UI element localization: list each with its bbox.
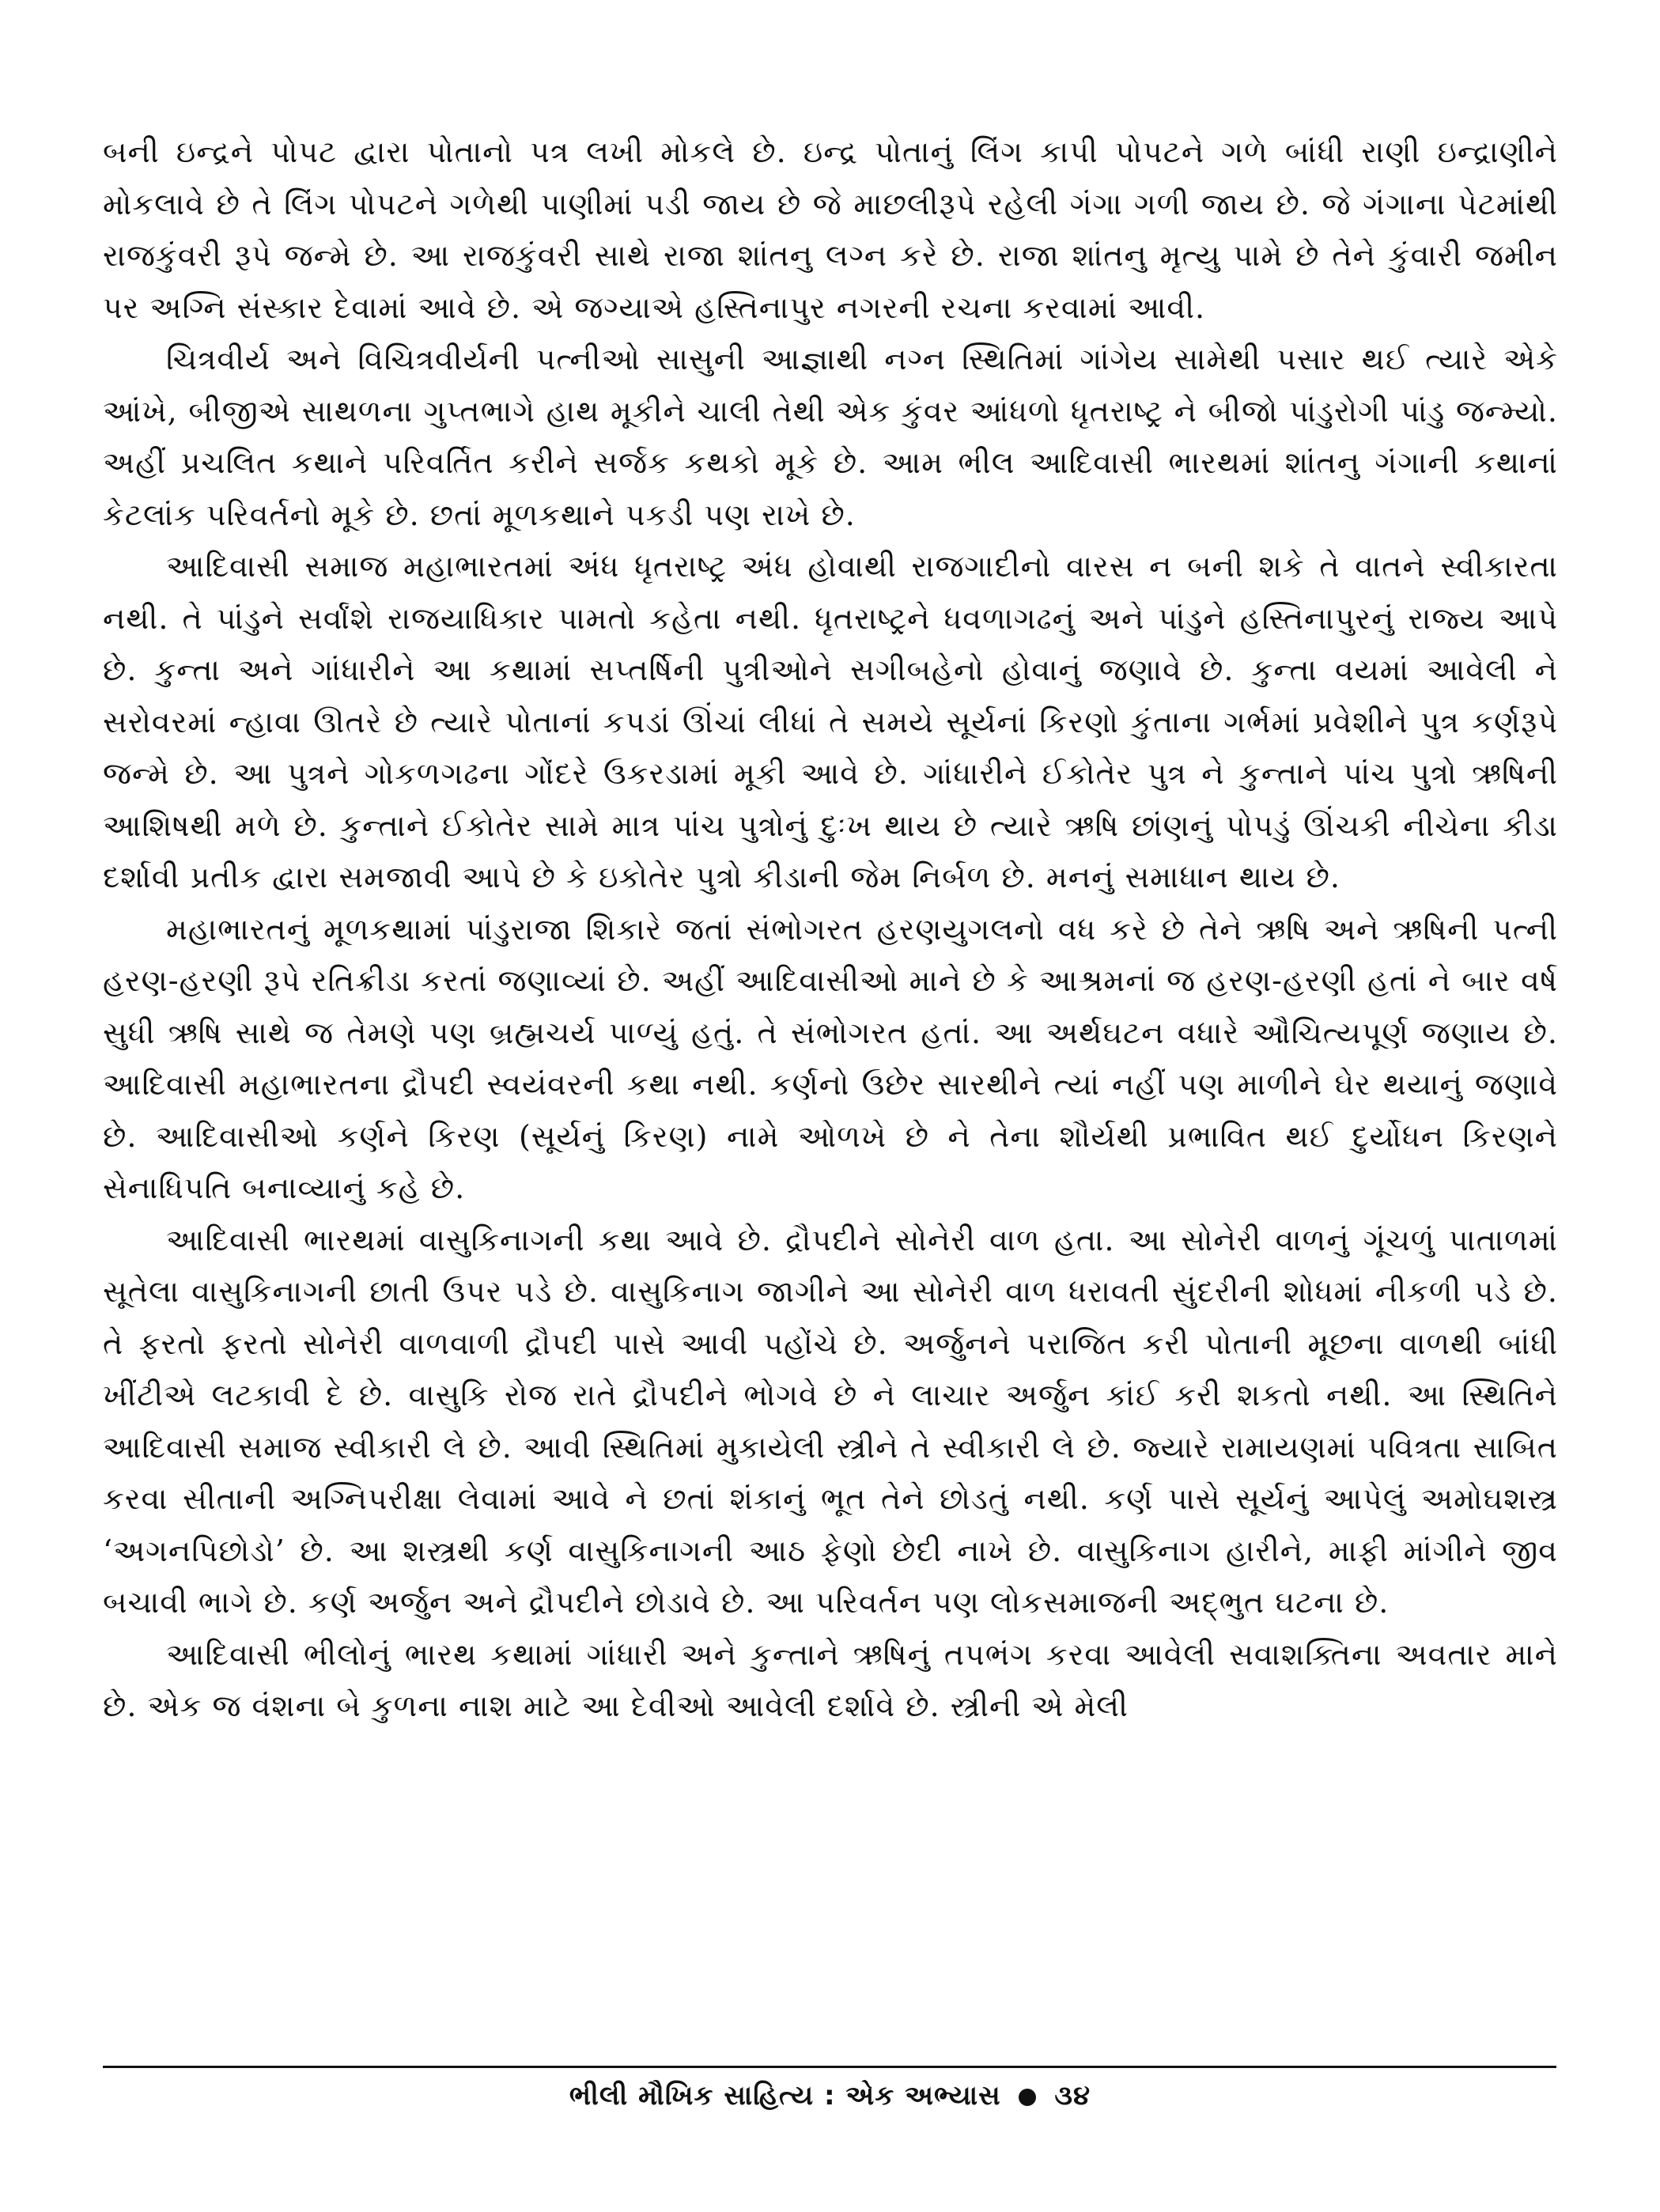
footer-book-title: ભીલી મૌખિક સાહિત્ય : એક અભ્યાસ: [569, 2080, 1001, 2112]
footer-divider: [103, 2066, 1556, 2068]
page-body: [103, 127, 1558, 1733]
footer-page-number: ૩૪: [1054, 2080, 1091, 2112]
paragraph-6: આદિવાસી ભીલોનું ભારથ કથામાં ગાંધારી અને કુન્તાને ઋષિનું તપભંગ કરવા આવેલી સવાશક્તિના અવતાર માને છે. એક જ વંશના બે કુળના નાશ માટે આ દેવીઓ આવેલી દર્શાવે છે. સ્ત્રીની એ મેલી: [103, 1636, 1558, 1723]
page-footer: [0, 2080, 1660, 2112]
bullet-icon: [1019, 2089, 1036, 2106]
paragraph-2: ચિત્રવીર્ય અને વિચિત્રવીર્યની પત્નીઓ સાસુની આજ્ઞાથી નગ્ન સ્થિતિમાં ગાંગેય સામેથી પસાર થઈ ત્યારે એકે આંખે, બીજીએ સાથળના ગુપ્તભાગે હાથ મૂકીને ચાલી તેથી એક કુંવર આંધળો ધૃતરાષ્ટ્ર ને બીજો પાંડુરોગી પાંડુ જન્મ્યો. અહીં પ્રચલિત કથાને પરિવર્તિત કરીને સર્જક કથકો મૂકે છે. આમ ભીલ આદિવાસી ભારથમાં શાંતનુ ગંગાની કથાનાં કેટલાંક પરિવર્તનો મૂકે છે. છતાં મૂળકથાને પકડી પણ રાખે છે.: [103, 342, 1558, 532]
paragraph-5: આદિવાસી ભારથમાં વાસુકિનાગની કથા આવે છે. દ્રૌપદીને સોનેરી વાળ હતા. આ સોનેરી વાળનું ગૂંચળું પાતાળમાં સૂતેલા વાસુકિનાગની છાતી ઉપર પડે છે. વાસુકિનાગ જાગીને આ સોનેરી વાળ ધરાવતી સુંદરીની શોધમાં નીકળી પડે છે. તે ફરતો ફરતો સોનેરી વાળવાળી દ્રૌપદી પાસે આવી પહોંચે છે. અર્જુનને પરાજિત કરી પોતાની મૂછના વાળથી બાંધી ખીંટીએ લટકાવી દે છે. વાસુકિ રોજ રાતે દ્રૌપદીને ભોગવે છે ને લાચાર અર્જુન કાંઈ કરી શકતો નથી. આ સ્થિતિને આદિવાસી સમાજ સ્વીકારી લે છે. આવી સ્થિતિમાં મુકાયેલી સ્ત્રીને તે સ્વીકારી લે છે. જ્યારે રામાયણમાં પવિત્રતા સાબિત કરવા સીતાની અગ્નિપરીક્ષા લેવામાં આવે ને છતાં શંકાનું ભૂત તેને છોડતું નથી. કર્ણ પાસે સૂર્યનું આપેલું અમોઘશસ્ત્ર ‘અગનપિછોડો’ છે. આ શસ્ત્રથી કર્ણ વાસુકિનાગની આઠ ફેણો છેદી નાખે છે. વાસુકિનાગ હારીને, માફી માંગીને જીવ બચાવી ભાગે છે. કર્ણ અર્જુન અને દ્રૌપદીને છોડાવે છે. આ પરિવર્તન પણ લોકસમાજની અદ્ભુત ઘટના છે.: [103, 1222, 1558, 1620]
paragraph-4: મહાભારતનું મૂળકથામાં પાંડુરાજા શિકારે જતાં સંભોગરત હરણયુગલનો વધ કરે છે તેને ઋષિ અને ઋષિની પત્ની હરણ-હરણી રૂપે રતિક્રીડા કરતાં જણાવ્યાં છે. અહીં આદિવાસીઓ માને છે કે આશ્રમનાં જ હરણ-હરણી હતાં ને બાર વર્ષ સુધી ઋષિ સાથે જ તેમણે પણ બ્રહ્મચર્ય પાળ્યું હતું. તે સંભોગરત હતાં. આ અર્થઘટન વધારે ઔચિત્યપૂર્ણ જણાય છે. આદિવાસી મહાભારતના દ્રૌપદી સ્વયંવરની કથા નથી. કર્ણનો ઉછેર સારથીને ત્યાં નહીં પણ માળીને ઘેર થયાનું જણાવે છે. આદિવાસીઓ કર્ણને કિરણ (સૂર્યનું કિરણ) નામે ઓળખે છે ને તેના શૌર્યથી પ્રભાવિત થઈ દુર્યોધન કિરણને સેનાધિપતિ બનાવ્યાનું કહે છે.: [103, 911, 1558, 1205]
paragraph-1: બની ઇન્દ્રને પોપટ દ્વારા પોતાનો પત્ર લખી મોકલે છે. ઇન્દ્ર પોતાનું લિંગ કાપી પોપટને ગળે બાંધી રાણી ઇન્દ્રાણીને મોકલાવે છે તે લિંગ પોપટને ગળેથી પાણીમાં પડી જાય છે જે માછલીરૂપે રહેલી ગંગા ગળી જાય છે. જે ગંગાના પેટમાંથી રાજકુંવરી રૂપે જન્મે છે. આ રાજકુંવરી સાથે રાજા શાંતનુ લગ્ન કરે છે. રાજા શાંતનુ મૃત્યુ પામે છે તેને કુંવારી જમીન પર અગ્નિ સંસ્કાર દેવામાં આવે છે. એ જગ્યાએ હસ્તિનાપુર નગરની રચના કરવામાં આવી.: [103, 134, 1558, 325]
paragraph-3: આદિવાસી સમાજ મહાભારતમાં અંધ ધૃતરાષ્ટ્ર અંધ હોવાથી રાજગાદીનો વારસ ન બની શકે તે વાતને સ્વીકારતા નથી. તે પાંડુને સર્વાંશે રાજયાધિકાર પામતો કહેતા નથી. ધૃતરાષ્ટ્રને ધવળાગઢનું અને પાંડુને હસ્તિનાપુરનું રાજ્ય આપે છે. કુન્તા અને ગાંધારીને આ કથામાં સપ્તર્ષિની પુત્રીઓને સગીબહેનો હોવાનું જણાવે છે. કુન્તા વયમાં આવેલી ને સરોવરમાં ન્હાવા ઊતરે છે ત્યારે પોતાનાં કપડાં ઊંચાં લીધાં તે સમયે સૂર્યનાં કિરણો કુંતાના ગર્ભમાં પ્રવેશીને પુત્ર કર્ણરૂપે જન્મે છે. આ પુત્રને ગોકળગઢના ગોંદરે ઉકરડામાં મૂકી આવે છે. ગાંધારીને ઈકોતેર પુત્ર ને કુન્તાને પાંચ પુત્રો ઋષિની આશિષથી મળે છે. કુન્તાને ઈકોતેર સામે માત્ર પાંચ પુત્રોનું દુઃખ થાય છે ત્યારે ઋષિ છાંણનું પોપડું ઊંચકી નીચેના કીડા દર્શાવી પ્રતીક દ્વારા સમજાવી આપે છે કે ઇકોતેર પુત્રો કીડાની જેમ નિર્બળ છે. મનનું સમાધાન થાય છે.: [103, 549, 1558, 894]
